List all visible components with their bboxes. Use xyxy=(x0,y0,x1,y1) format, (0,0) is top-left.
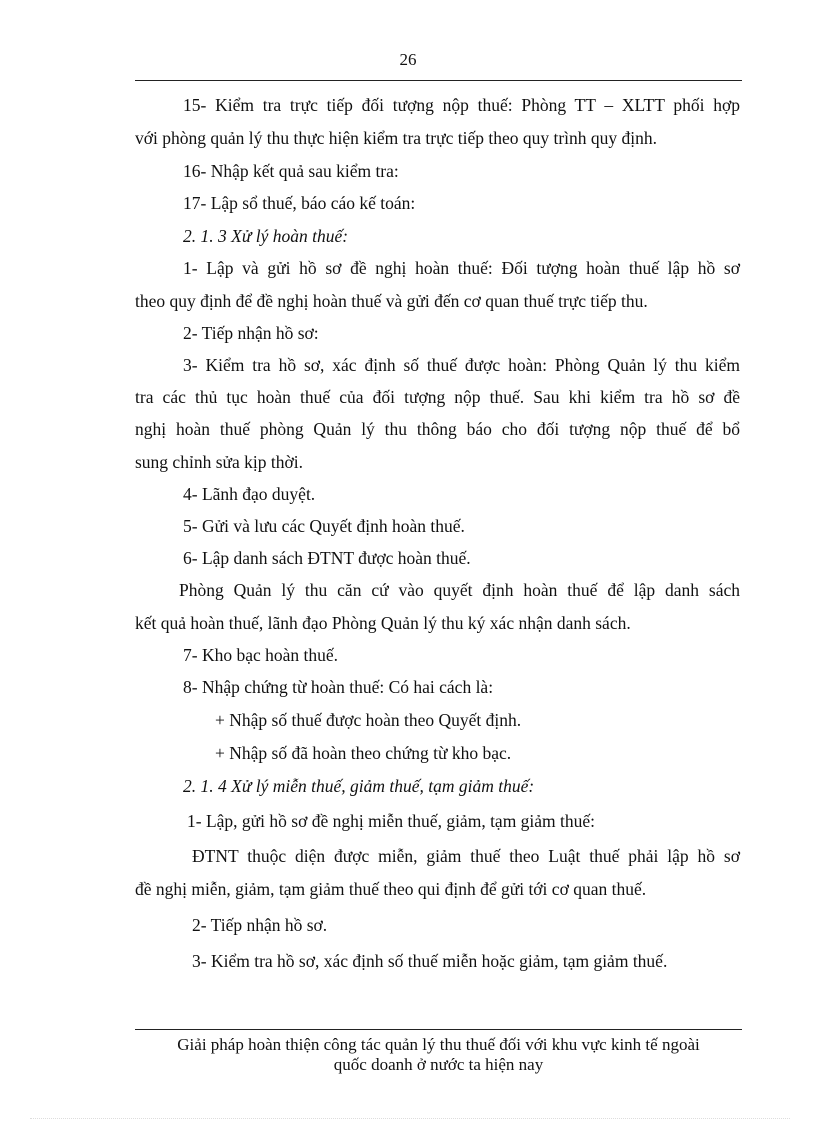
paragraph-line: sung chỉnh sửa kịp thời. xyxy=(135,452,303,472)
paragraph-line: 3- Kiểm tra hồ sơ, xác định số thuế được hoàn: Phòng Quản lý thu kiểm xyxy=(183,355,740,375)
paragraph-line: 15- Kiểm tra trực tiếp đối tượng nộp thuế: Phòng TT – XLTT phối hợp xyxy=(183,95,740,115)
paragraph-line: 1- Lập và gửi hồ sơ đề nghị hoàn thuế: Đối tượng hoàn thuế lập hồ sơ xyxy=(183,258,740,278)
paragraph-line: ĐTNT thuộc diện được miễn, giảm thuế theo Luật thuế phải lập hồ sơ xyxy=(192,846,740,866)
paragraph-line: theo quy định để đề nghị hoàn thuế và gửi đến cơ quan thuế trực tiếp thu. xyxy=(135,291,648,311)
paragraph-line: 17- Lập sổ thuế, báo cáo kế toán: xyxy=(183,193,416,213)
paragraph-line: 8- Nhập chứng từ hoàn thuế: Có hai cách là: xyxy=(183,677,494,697)
footer-title-line-2: quốc doanh ở nước ta hiện nay xyxy=(333,1055,544,1074)
header-rule xyxy=(135,80,742,81)
page-bottom-border xyxy=(30,1118,790,1119)
paragraph-line: 4- Lãnh đạo duyệt. xyxy=(183,484,316,504)
paragraph-line: 2- Tiếp nhận hồ sơ. xyxy=(192,915,328,935)
paragraph-line: Phòng Quản lý thu căn cứ vào quyết định hoàn thuế để lập danh sách xyxy=(179,580,740,600)
paragraph-line: nghị hoàn thuế phòng Quản lý thu thông báo cho đối tượng nộp thuế để bổ xyxy=(135,419,740,439)
list-item: + Nhập số thuế được hoàn theo Quyết định. xyxy=(215,710,522,730)
footer-title-line-1: Giải pháp hoàn thiện công tác quản lý thu thuế đối với khu vực kinh tế ngoài xyxy=(177,1035,700,1054)
footer xyxy=(135,1035,742,1075)
paragraph-line: 16- Nhập kết quả sau kiểm tra: xyxy=(183,161,399,181)
paragraph-line: 5- Gửi và lưu các Quyết định hoàn thuế. xyxy=(183,516,465,536)
paragraph-line: đề nghị miễn, giảm, tạm giảm thuế theo qui định để gửi tới cơ quan thuế. xyxy=(135,879,647,899)
paragraph-line: tra các thủ tục hoàn thuế của đối tượng nộp thuế. Sau khi kiểm tra hồ sơ đề xyxy=(135,387,740,407)
list-item: + Nhập số đã hoàn theo chứng từ kho bạc. xyxy=(215,743,512,763)
paragraph-line: 7- Kho bạc hoàn thuế. xyxy=(183,645,339,665)
paragraph-line: 3- Kiểm tra hồ sơ, xác định số thuế miễn hoặc giảm, tạm giảm thuế. xyxy=(192,951,668,971)
paragraph-line: với phòng quản lý thu thực hiện kiểm tra trực tiếp theo quy trình quy định. xyxy=(135,128,658,148)
page-number: 26 xyxy=(399,50,417,69)
paragraph-line: 1- Lập, gửi hồ sơ đề nghị miễn thuế, giảm, tạm giảm thuế: xyxy=(187,811,596,831)
paragraph-line: 2- Tiếp nhận hồ sơ: xyxy=(183,323,319,343)
paragraph-line: kết quả hoàn thuế, lãnh đạo Phòng Quản lý thu ký xác nhận danh sách. xyxy=(135,613,631,633)
footer-rule xyxy=(135,1029,742,1030)
section-heading: 2. 1. 4 Xử lý miễn thuế, giảm thuế, tạm giảm thuế: xyxy=(183,776,535,796)
paragraph-line: 6- Lập danh sách ĐTNT được hoàn thuế. xyxy=(183,548,471,568)
section-heading: 2. 1. 3 Xử lý hoàn thuế: xyxy=(183,226,349,246)
